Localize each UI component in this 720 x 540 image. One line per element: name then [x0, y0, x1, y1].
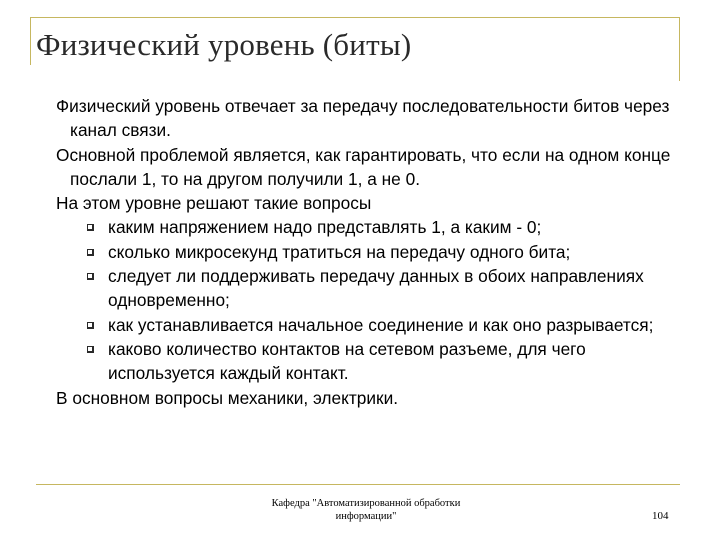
list-item-text: как устанавливается начальное соединение и как оно разрывается; [108, 314, 654, 335]
footer-line-1: Кафедра "Автоматизированной обработки [271, 498, 461, 509]
paragraph-main-problem: Основной проблемой является, как гарантировать, что если на одном конце послали 1, то на другом получили 1, а не 0. [56, 144, 671, 189]
square-bullet-icon [87, 322, 94, 329]
paragraph-questions-intro: На этом уровне решают такие вопросы [56, 193, 372, 214]
footer-line-2: информации" [335, 511, 397, 522]
frame-top-line [30, 17, 680, 18]
square-bullet-icon [87, 346, 94, 353]
slide-body [56, 94, 676, 410]
square-bullet-icon [87, 249, 94, 256]
list-item [56, 313, 676, 337]
list-item-text: каким напряжением надо представлять 1, а каким - 0; [108, 217, 542, 238]
footer-department [236, 497, 496, 523]
frame-right-line [679, 17, 680, 81]
list-item [56, 264, 676, 313]
list-item [56, 337, 676, 386]
square-bullet-icon [87, 224, 94, 231]
paragraph-conclusion: В основном вопросы механики, электрики. [56, 387, 399, 408]
list-item [56, 215, 676, 239]
page-number: 104 [652, 510, 669, 522]
list-item-text: следует ли поддерживать передачу данных в обоих направлениях одновременно; [108, 266, 644, 311]
square-bullet-icon [87, 273, 94, 280]
paragraph-definition: Физический уровень отвечает за передачу последовательности битов через канал связи. [56, 96, 670, 141]
list-item-text: сколько микросекунд тратиться на передачу одного бита; [108, 241, 571, 262]
list-item [56, 240, 676, 264]
slide-title: Физический уровень (биты) [36, 27, 412, 62]
frame-left-line [30, 17, 31, 65]
frame-bottom-line [36, 484, 680, 485]
list-item-text: каково количество контактов на сетевом разъеме, для чего используется каждый контакт. [108, 338, 586, 384]
